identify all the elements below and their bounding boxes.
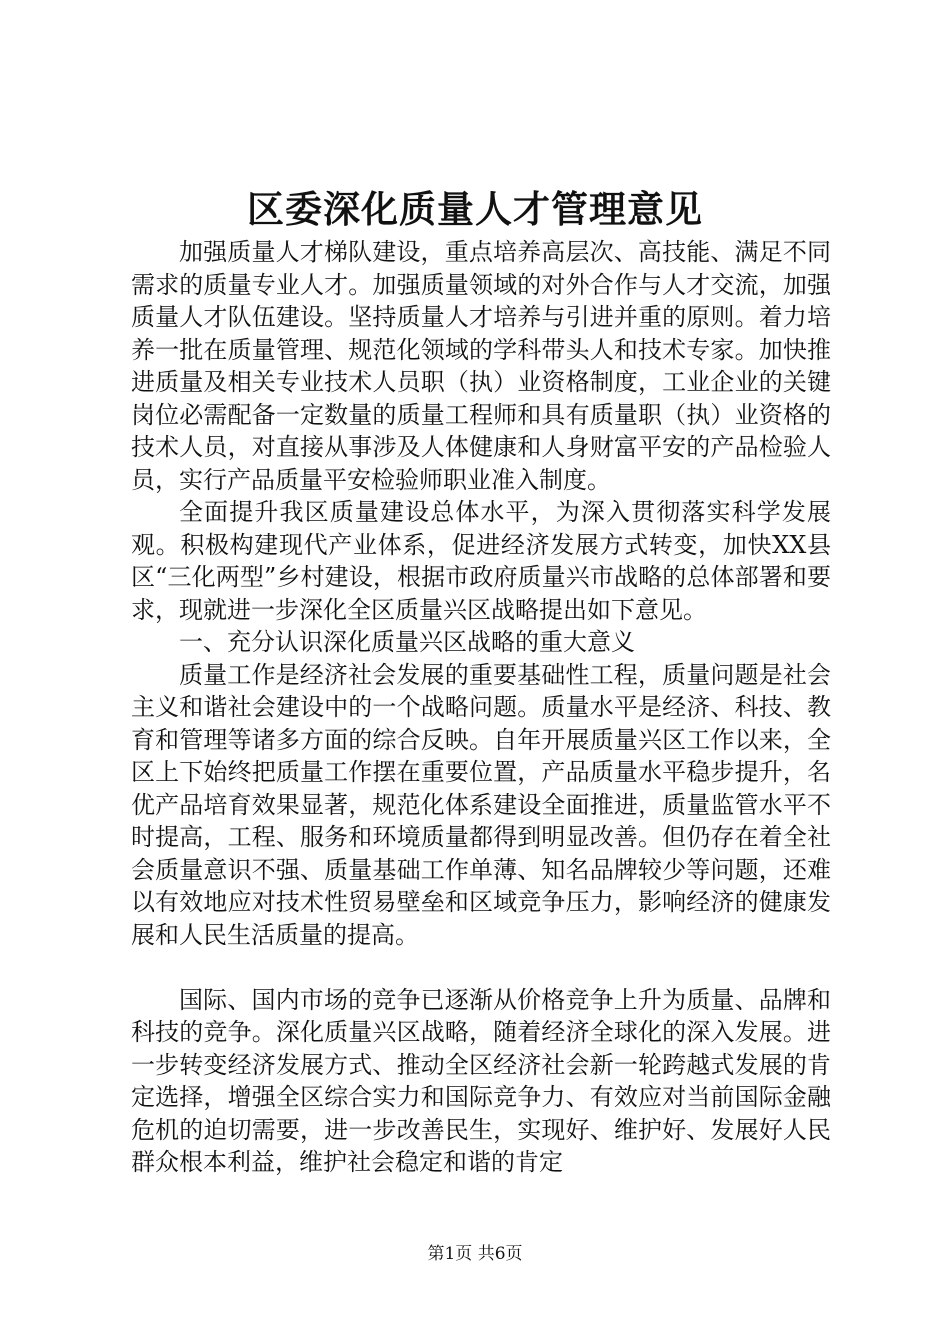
- document-title: 区委深化质量人才管理意见: [247, 187, 703, 231]
- paragraph: 全面提升我区质量建设总体水平，为深入贯彻落实科学发展观。积极构建现代产业体系，促进经济发展方式转变，加快XX县区“三化两型”乡村建设，根据市政府质量兴市战略的总体部署和要求，现就进一步深化全区质量兴区战略提出如下意见。: [131, 498, 831, 624]
- paragraph: 加强质量人才梯队建设，重点培养高层次、高技能、满足不同需求的质量专业人才。加强质量领域的对外合作与人才交流，加强质量人才队伍建设。坚持质量人才培养与引进并重的原则。着力培养一批在质量管理、规范化领域的学科带头人和技术专家。加快推进质量及相关专业技术人员职（执）业资格制度，工业企业的关键岗位必需配备一定数量的质量工程师和具有质量职（执）业资格的技术人员，对直接从事涉及人体健康和人身财富平安的产品检验人员，实行产品质量平安检验师职业准入制度。: [131, 238, 831, 494]
- paragraph: 质量工作是经济社会发展的重要基础性工程，质量问题是社会主义和谐社会建设中的一个战略问题。质量水平是经济、科技、教育和管理等诸多方面的综合反映。自年开展质量兴区工作以来，全区上下始终把质量工作摆在重要位置，产品质量水平稳步提升，名优产品培育效果显著，规范化体系建设全面推进，质量监管水平不时提高，工程、服务和环境质量都得到明显改善。但仍存在着全社会质量意识不强、质量基础工作单薄、知名品牌较少等问题，还难以有效地应对技术性贸易壁垒和区域竞争压力，影响经济的健康发展和人民生活质量的提高。: [131, 660, 831, 949]
- paragraph: 国际、国内市场的竞争已逐渐从价格竞争上升为质量、品牌和科技的竞争。深化质量兴区战略，随着经济全球化的深入发展。进一步转变经济发展方式、推动全区经济社会新一轮跨越式发展的肯定选择，增强全区综合实力和国际竞争力、有效应对当前国际金融危机的迫切需要，进一步改善民生，实现好、维护好、发展好人民群众根本利益，维护社会稳定和谐的肯定: [131, 985, 831, 1176]
- page-footer: 第1页 共6页: [427, 1244, 523, 1264]
- document-body: [131, 236, 831, 1179]
- section-heading: 一、充分认识深化质量兴区战略的重大意义: [179, 628, 635, 656]
